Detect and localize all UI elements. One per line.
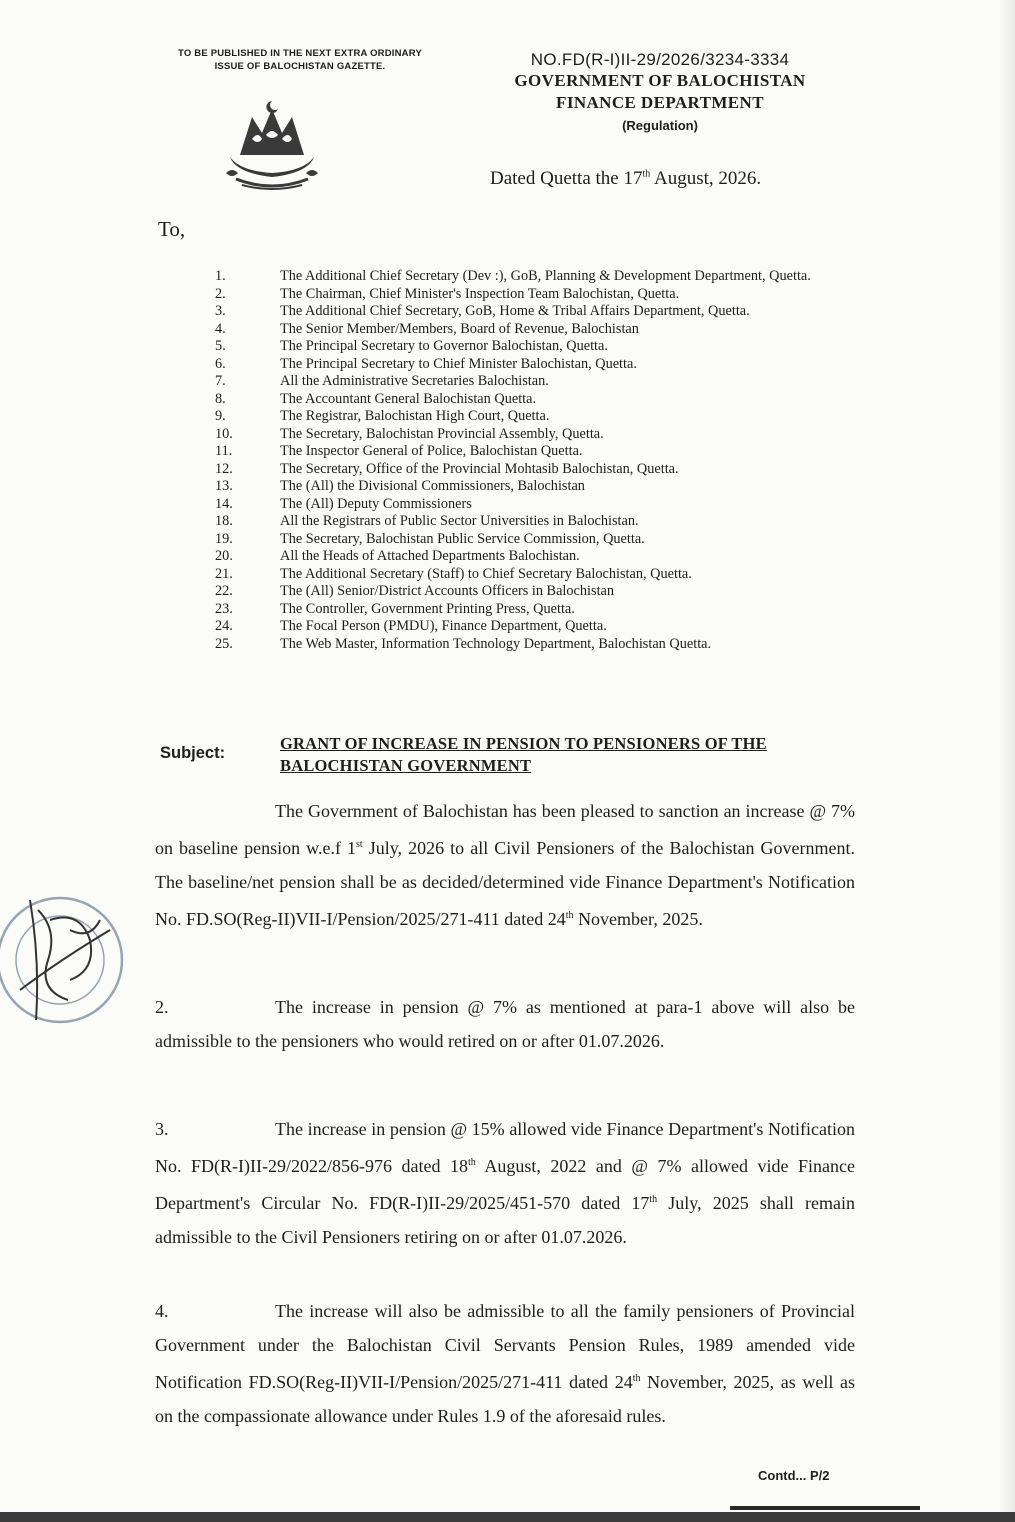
addressee-number: 6. bbox=[215, 355, 226, 372]
addressee-text: The Principal Secretary to Governor Balochistan, Quetta. bbox=[280, 338, 608, 354]
addressee-item bbox=[215, 303, 855, 321]
department-name: FINANCE DEPARTMENT bbox=[556, 93, 764, 112]
paragraph-1 bbox=[155, 794, 855, 936]
addressee-text: The Chairman, Chief Minister's Inspection Team Balochistan, Quetta. bbox=[280, 285, 680, 302]
addressee-item bbox=[215, 426, 855, 444]
addressee-item bbox=[215, 408, 855, 426]
publication-note-line-2: ISSUE OF BALOCHISTAN GAZETTE. bbox=[214, 61, 386, 72]
reference-number: NO.FD(R-I)II-29/2026/3234-3334 bbox=[530, 50, 790, 69]
addressee-item bbox=[215, 443, 855, 461]
addressee-number: 22. bbox=[215, 583, 233, 599]
addressee-number: 21. bbox=[215, 565, 233, 582]
date-suffix: August, 2026. bbox=[650, 168, 762, 189]
addressee-text: The Accountant General Balochistan Quetta. bbox=[280, 390, 537, 407]
addressee-text: The Inspector General of Police, Balochistan Quetta. bbox=[280, 443, 583, 459]
para4-text-a: The increase will also be admissible to all the family pensioners of Provincial Government under the Balochistan Civil Servants Pension Rules, 1989 amended vide Notification FD.SO(Reg-II)VII-I/Pension/2025/271-411 dated 24 bbox=[155, 1301, 855, 1392]
addressee-item bbox=[215, 618, 855, 636]
addressee-number: 7. bbox=[215, 373, 226, 389]
addressee-text: The Secretary, Balochistan Public Service Commission, Quetta. bbox=[280, 530, 645, 547]
addressee-text: The (All) the Divisional Commissioners, Balochistan bbox=[280, 478, 585, 494]
addressee-item bbox=[215, 496, 855, 514]
publication-note-line-1: TO BE PUBLISHED IN THE NEXT EXTRA ORDINARY bbox=[178, 48, 422, 59]
date-prefix: Dated Quetta the 17 bbox=[490, 168, 643, 189]
addressee-number: 5. bbox=[215, 338, 226, 354]
salutation-to: To, bbox=[158, 217, 186, 241]
addressee-text: The Web Master, Information Technology Department, Balochistan Quetta. bbox=[280, 635, 712, 652]
subject-label: Subject: bbox=[160, 744, 226, 762]
para3-text-b: August, 2022 and @ 7% allowed vide Finance Department's Circular No. FD(R-I)II-29/2025/451-570 dated 17 bbox=[155, 1156, 855, 1213]
para4-sup-a: th bbox=[632, 1373, 641, 1384]
bottom-rule bbox=[730, 1506, 920, 1510]
addressee-number: 4. bbox=[215, 320, 226, 337]
addressee-text: All the Registrars of Public Sector Universities in Balochistan. bbox=[280, 513, 639, 529]
addressee-item bbox=[215, 548, 855, 566]
addressee-number: 14. bbox=[215, 495, 233, 512]
addressee-number: 20. bbox=[215, 548, 233, 564]
para1-text-b: July, 2026 to all Civil Pensioners of the Balochistan Government. The baseline/net pension shall be as decided/determined vide Finance Department's Notification No. FD.SO(Reg-II)VII-I/Pension/2025/271-411 dated 24 bbox=[155, 838, 855, 929]
addressee-number: 12. bbox=[215, 460, 233, 477]
date-sup: th bbox=[642, 168, 651, 180]
subject-block bbox=[160, 733, 860, 777]
addressee-item bbox=[215, 566, 855, 584]
para1-text-a: The Government of Balochistan has been pleased to sanction an increase @ 7% on baseline pension w.e.f 1 bbox=[155, 801, 855, 858]
addressee-number: 18. bbox=[215, 513, 233, 529]
addressee-item bbox=[215, 478, 855, 496]
letter-header bbox=[470, 50, 850, 133]
subject-text: GRANT OF INCREASE IN PENSION TO PENSIONERS OF THE BALOCHISTAN GOVERNMENT bbox=[280, 734, 767, 775]
paragraph-2 bbox=[155, 990, 855, 1058]
addressee-number: 13. bbox=[215, 478, 233, 494]
addressee-text: The Secretary, Balochistan Provincial Assembly, Quetta. bbox=[280, 425, 604, 442]
addressee-text: All the Heads of Attached Departments Balochistan. bbox=[280, 548, 580, 564]
para3-number: 3. bbox=[155, 1119, 169, 1139]
addressee-item bbox=[215, 286, 855, 304]
para1-text-c: November, 2025. bbox=[573, 909, 703, 929]
letter-date bbox=[490, 168, 761, 190]
para1-sup-a: st bbox=[356, 839, 363, 850]
paragraph-3 bbox=[155, 1112, 855, 1254]
addressee-number: 1. bbox=[215, 268, 226, 284]
addressee-number: 25. bbox=[215, 635, 233, 652]
addressee-text: The (All) Senior/District Accounts Officers in Balochistan bbox=[280, 583, 615, 599]
para2-number: 2. bbox=[155, 997, 169, 1017]
page-edge-shadow bbox=[999, 0, 1015, 1522]
section-name: (Regulation) bbox=[622, 118, 698, 133]
addressee-number: 2. bbox=[215, 285, 226, 302]
para3-text-c: July, 2025 shall remain admissible to the Civil Pensioners retiring on or after 01.07.2026. bbox=[155, 1193, 855, 1247]
para3-sup-a: th bbox=[468, 1157, 476, 1168]
paragraph-4 bbox=[155, 1294, 855, 1433]
addressee-item bbox=[215, 268, 855, 286]
para2-text: The increase in pension @ 7% as mentioned at para-1 above will also be admissible to the pensioners who would retired on or after 01.07.2026. bbox=[155, 997, 855, 1051]
para3-sup-b: th bbox=[649, 1194, 658, 1205]
addressee-item bbox=[215, 321, 855, 339]
addressee-text: The Controller, Government Printing Press, Quetta. bbox=[280, 600, 575, 617]
para4-number: 4. bbox=[155, 1301, 169, 1321]
addressee-number: 9. bbox=[215, 408, 226, 424]
addressee-text: The Focal Person (PMDU), Finance Department, Quetta. bbox=[280, 618, 607, 634]
addressee-text: All the Administrative Secretaries Balochistan. bbox=[280, 373, 549, 389]
addressee-text: The Senior Member/Members, Board of Revenue, Balochistan bbox=[280, 320, 639, 337]
addressee-number: 24. bbox=[215, 618, 233, 634]
continued-note: Contd... P/2 bbox=[758, 1468, 830, 1483]
addressee-number: 23. bbox=[215, 600, 233, 617]
addressee-item bbox=[215, 356, 855, 374]
addressee-item bbox=[215, 636, 855, 654]
addressee-item bbox=[215, 583, 855, 601]
para3-text-a: The increase in pension @ 15% allowed vide Finance Department's Notification No. FD(R-I)II-29/2022/856-976 dated 18 bbox=[155, 1119, 855, 1176]
official-stamp-signature bbox=[0, 880, 140, 1060]
addressee-item bbox=[215, 373, 855, 391]
addressee-number: 19. bbox=[215, 530, 233, 547]
addressee-item bbox=[215, 531, 855, 549]
para4-text-b: November, 2025, as well as on the compassionate allowance under Rules 1.9 of the aforesaid rules. bbox=[155, 1372, 855, 1426]
addressee-text: The Additional Chief Secretary (Dev :), GoB, Planning & Development Department, Quetta. bbox=[280, 268, 811, 284]
government-name: GOVERNMENT OF BALOCHISTAN bbox=[514, 71, 806, 90]
publication-note bbox=[150, 47, 450, 73]
addressee-text: The Registrar, Balochistan High Court, Quetta. bbox=[280, 408, 550, 424]
addressee-item bbox=[215, 601, 855, 619]
addressee-text: The Secretary, Office of the Provincial Mohtasib Balochistan, Quetta. bbox=[280, 460, 679, 477]
addressee-number: 11. bbox=[215, 443, 233, 459]
addressee-text: The (All) Deputy Commissioners bbox=[280, 495, 472, 512]
addressee-text: The Additional Secretary (Staff) to Chief Secretary Balochistan, Quetta. bbox=[280, 565, 692, 582]
addressee-number: 10. bbox=[215, 425, 233, 442]
balochistan-emblem-logo bbox=[222, 95, 322, 193]
addressee-number: 3. bbox=[215, 303, 226, 319]
bottom-bar bbox=[0, 1512, 1015, 1522]
addressee-text: The Principal Secretary to Chief Minister Balochistan, Quetta. bbox=[280, 355, 637, 372]
addressee-list bbox=[215, 268, 855, 653]
addressee-item bbox=[215, 338, 855, 356]
addressee-text: The Additional Chief Secretary, GoB, Home & Tribal Affairs Department, Quetta. bbox=[280, 303, 750, 319]
para1-sup-b: th bbox=[565, 910, 574, 921]
addressee-item bbox=[215, 391, 855, 409]
addressee-item bbox=[215, 513, 855, 531]
addressee-number: 8. bbox=[215, 390, 226, 407]
addressee-item bbox=[215, 461, 855, 479]
